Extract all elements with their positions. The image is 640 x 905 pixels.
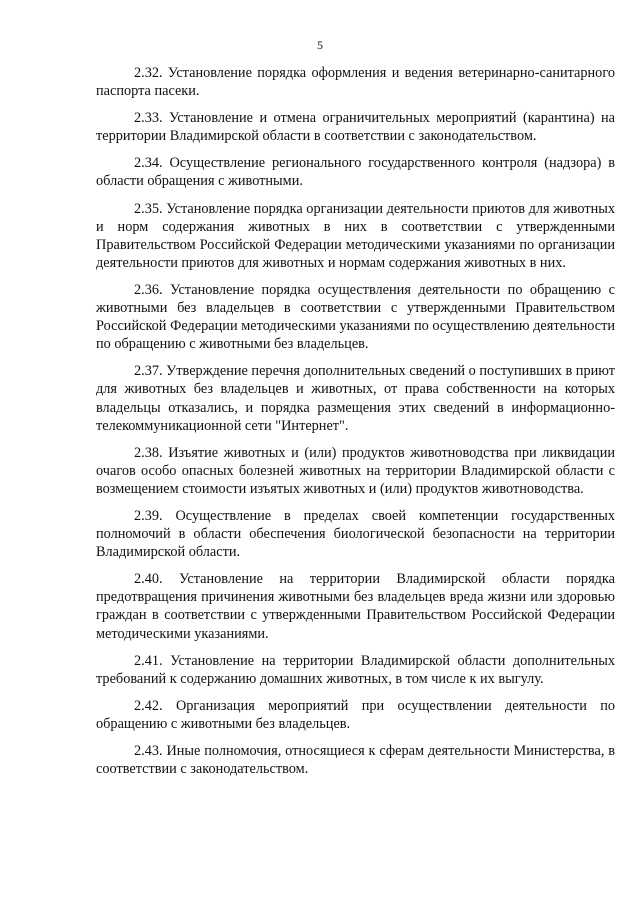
clause-2-32: 2.32. Установление порядка оформления и ведения ветеринарно-санитарного паспорта пасеки. <box>96 65 615 100</box>
clause-2-35: 2.35. Установление порядка организации деятельности приютов для животных и норм содержания животных в них в соответствии с утвержденными Правительством Российской Федерации методическими указаниями по организации деятельности приютов для животных и нормам содержания животных в них. <box>96 200 615 271</box>
page-number: 5 <box>317 38 323 52</box>
clause-2-38: 2.38. Изъятие животных и (или) продуктов животноводства при ликвидации очагов особо опасных болезней животных на территории Владимирской области с возмещением стоимости изъятых животных и (или) продуктов животноводства. <box>96 444 615 497</box>
clause-2-43: 2.43. Иные полномочия, относящиеся к сферам деятельности Министерства, в соответствии с законодательством. <box>96 743 615 778</box>
clause-2-41: 2.41. Установление на территории Владимирской области дополнительных требований к содержанию домашних животных, в том числе к их выгулу. <box>96 652 615 687</box>
document-body <box>96 64 615 787</box>
clause-2-39: 2.39. Осуществление в пределах своей компетенции государственных полномочий в области обеспечения биологической безопасности на территории Владимирской области. <box>96 507 615 561</box>
clause-2-42: 2.42. Организация мероприятий при осуществлении деятельности по обращению с животными без владельцев. <box>96 697 615 732</box>
clause-2-33: 2.33. Установление и отмена ограничительных мероприятий (карантина) на территории Владимирской области в соответствии с законодательством. <box>96 110 615 145</box>
clause-2-37: 2.37. Утверждение перечня дополнительных сведений о поступивших в приют для животных без владельцев и животных, от права собственности на которых владельцы отказались, и порядка размещения этих сведений в информационно-телекоммуникационной сети "Интернет". <box>96 363 615 434</box>
clause-2-34: 2.34. Осуществление регионального государственного контроля (надзора) в области обращения с животными. <box>96 155 615 190</box>
clause-2-40: 2.40. Установление на территории Владимирской области порядка предотвращения причинения животными без владельцев вреда жизни или здоровью граждан в соответствии с утвержденными Правительством Российской Федерации методическими указаниями. <box>96 571 615 642</box>
clause-2-36: 2.36. Установление порядка осуществления деятельности по обращению с животными без владельцев в соответствии с утвержденными Правительством Российской Федерации методическими указаниями по осуществлению деятельности по обращению с животными без владельцев. <box>96 281 615 353</box>
